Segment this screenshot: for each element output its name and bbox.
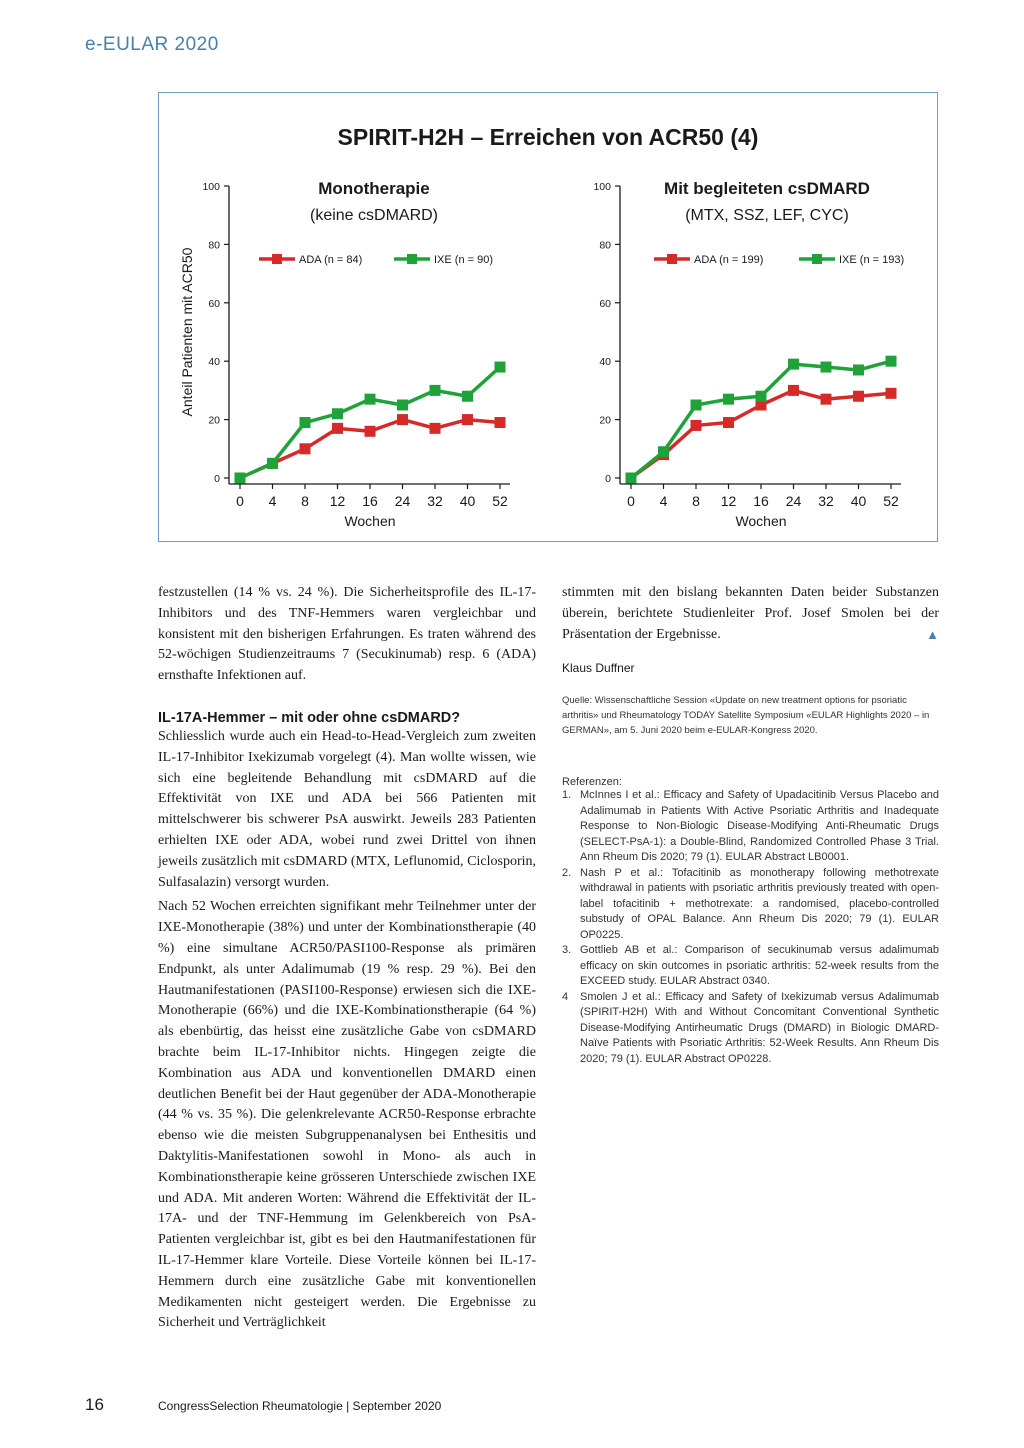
x-tick-label: 4 bbox=[659, 493, 668, 509]
x-axis-label: Wochen bbox=[735, 513, 787, 529]
data-point bbox=[267, 458, 278, 469]
reference-item bbox=[562, 866, 939, 944]
x-tick-label: 16 bbox=[753, 493, 769, 509]
y-tick-label: 80 bbox=[599, 239, 611, 252]
legend-label: ADA (n = 84) bbox=[299, 254, 363, 266]
y-tick-label: 60 bbox=[599, 297, 611, 310]
y-tick-label: 0 bbox=[605, 473, 611, 485]
paragraph-text: stimmten mit den bislang bekannten Daten beider Substanzen überein, berichtete Studienleiter Prof. Josef Smolen bei der Präsentation der Ergebnisse. bbox=[562, 585, 939, 642]
reference-number: 4 bbox=[562, 990, 569, 1003]
chart-subtitle: (keine csDMARD) bbox=[309, 207, 439, 224]
x-tick-label: 52 bbox=[492, 493, 508, 509]
data-point bbox=[300, 417, 311, 428]
data-point bbox=[658, 446, 669, 457]
y-tick-label: 20 bbox=[208, 414, 220, 427]
running-header: e-EULAR 2020 bbox=[85, 34, 219, 55]
reference-text: Nash P et al.: Tofacitinib as monotherapy following methotrexate withdrawal in patients with psoriatic arthritis previously treated with open-label tofacitinib + methotrexate: a randomised, placebo-controlled substudy of OPAL Balance. Ann Rheum Dis 2020; 79 (1). EULAR OP0225. bbox=[580, 866, 939, 941]
data-point bbox=[430, 385, 441, 396]
data-point bbox=[821, 394, 832, 405]
data-point bbox=[235, 473, 246, 484]
y-tick-label: 100 bbox=[593, 181, 611, 193]
page-number: 16 bbox=[85, 1395, 104, 1414]
data-point bbox=[886, 388, 897, 399]
data-point bbox=[495, 362, 506, 373]
x-tick-label: 8 bbox=[301, 493, 309, 509]
legend-label: IXE (n = 90) bbox=[434, 254, 494, 266]
y-tick-label: 60 bbox=[208, 297, 220, 310]
chart-subtitle: (MTX, SSZ, LEF, CYC) bbox=[685, 207, 849, 224]
figure bbox=[158, 92, 938, 542]
data-point bbox=[723, 394, 734, 405]
y-tick-label: 20 bbox=[599, 414, 611, 427]
data-point bbox=[365, 394, 376, 405]
data-point bbox=[691, 400, 702, 411]
reference-text: McInnes I et al.: Efficacy and Safety of Upadacitinib Versus Placebo and Adalimumab in Patients With Active Psoriatic Arthritis and Inadequate Response to Non-Biologic Disease-Modifying Anti-Rheumatic Drugs (SELECT-PsA-1): a Double-Blind, Randomized Controlled Phase 3 Trial. Ann Rheum Dis 2020; 79 (1). EULAR Abstract LB0001. bbox=[580, 789, 939, 864]
data-point bbox=[821, 362, 832, 373]
data-point bbox=[462, 391, 473, 402]
y-tick-label: 40 bbox=[599, 356, 611, 369]
legend-label: ADA (n = 199) bbox=[694, 254, 764, 266]
data-point bbox=[886, 356, 897, 367]
reference-number: 2. bbox=[562, 866, 572, 879]
chart-title: Monotherapie bbox=[318, 179, 430, 198]
reference-text: Gottlieb AB et al.: Comparison of secukinumab versus adalimumab efficacy on skin outcomes in psoriatic arthritis: 52-week results from the EXCEED study. EULAR Abstract 0340. bbox=[580, 944, 939, 988]
chart-title: Mit begleiteten csDMARD bbox=[664, 179, 870, 198]
data-point bbox=[332, 423, 343, 434]
x-tick-label: 0 bbox=[627, 493, 635, 509]
x-tick-label: 40 bbox=[850, 493, 867, 509]
x-tick-label: 52 bbox=[883, 493, 899, 509]
data-point bbox=[788, 359, 799, 370]
author-name: Klaus Duffner bbox=[562, 661, 635, 676]
y-tick-label: 100 bbox=[202, 181, 220, 193]
data-point bbox=[462, 414, 473, 425]
x-tick-label: 24 bbox=[394, 493, 411, 509]
data-point bbox=[332, 408, 343, 419]
legend-swatch-marker bbox=[812, 254, 822, 264]
x-tick-label: 40 bbox=[459, 493, 476, 509]
legend-swatch-marker bbox=[667, 254, 677, 264]
y-tick-label: 80 bbox=[208, 239, 220, 252]
y-tick-label: 40 bbox=[208, 356, 220, 369]
data-point bbox=[626, 473, 637, 484]
x-tick-label: 32 bbox=[818, 493, 834, 509]
x-tick-label: 8 bbox=[692, 493, 700, 509]
x-axis-label: Wochen bbox=[344, 513, 396, 529]
paragraph: Schliesslich wurde auch ein Head-to-Head-Vergleich zum zweiten IL-17-Inhibitor Ixekizumab vorgelegt (4). Man wollte wissen, wie sich eine begleitende Behandlung mit csDMARD auf die Effektivität von IXE und ADA bei 566 Patienten mit mittelschwerer bis schwerer PsA auswirkt. Jeweils 283 Patienten erhielten IXE oder ADA, wobei rund zwei Drittel von ihnen jeweils zusätzlich mit csDMARD (MTX, Leflunomid, Ciclosporin, Sulfasalazin) versorgt wurden. bbox=[158, 728, 536, 890]
data-point bbox=[723, 417, 734, 428]
data-point bbox=[397, 400, 408, 411]
section-heading: IL-17A-Hemmer – mit oder ohne csDMARD? bbox=[158, 709, 461, 726]
x-tick-label: 12 bbox=[720, 493, 737, 509]
data-point bbox=[853, 391, 864, 402]
reference-item bbox=[562, 943, 939, 990]
reference-text: Smolen J et al.: Efficacy and Safety of Ixekizumab versus Adalimumab (SPIRIT-H2H) With and Without Concomitant Conventional Synthetic Disease-Modifying Antirheumatic Drugs (DMARD) in Biologic DMARD-Naïve Patients with Psoriatic Arthritis: 52-Week Results. Ann Rheum Dis 2020; 79 (1). EULAR Abstract OP0228. bbox=[580, 990, 939, 1065]
paragraph: Nach 52 Wochen erreichten signifikant mehr Teilnehmer unter der IXE-Monotherapie (38%) und unter der Kombinationstherapie (40 %) eine simultane ACR50/PASI100-Response als primären Endpunkt, als unter Adalimumab (19 % resp. 29 %). Bei den Hautmanifestationen (PASI100-Response) erwiesen sich die IXE-Monotherapie (66%) und die IXE-Kombinationstherapie (64 %) als ebenbürtig, das heisst eine zusätzliche Gabe von csDMARD brachte beim IL-17-Inhibitor nichts. Hingegen zeigte die Kombination aus ADA und konventionellen DMARD einen deutlichen Benefit bei der Haut gegenüber der ADA-Monotherapie (44 % vs. 35 %). Die gelenkrelevante ACR50-Response erbrachte ebenso wie die meisten Subgruppenanalysen bei Enthesitis und Daktylitis-Manifestationen sowohl in Mono- als auch in Kombinationstherapie keine grösseren Unterschiede zwischen IXE und ADA. Mit anderen Worten: Während die Effektivität der IL-17A- und der TNF-Hemmung im Gelenkbereich von PsA-Patienten vergleichbar ist, gibt es bei den Hautmanifestationen für IL-17-Hemmer klare Vorteile. Diese Vorteile können bei IL-17-Hemmern durch eine zusätzliche Gabe mit konventionellen Medikamenten nicht gesteigert werden. Die Ergebnisse zu Sicherheit und Verträglichkeit bbox=[158, 899, 536, 1331]
y-tick-label: 0 bbox=[214, 473, 220, 485]
references-list bbox=[562, 788, 939, 1067]
data-point bbox=[430, 423, 441, 434]
data-point bbox=[853, 364, 864, 375]
x-tick-label: 4 bbox=[268, 493, 277, 509]
data-point bbox=[495, 417, 506, 428]
right-column bbox=[562, 583, 939, 1067]
figure-title: SPIRIT-H2H – Erreichen von ACR50 (4) bbox=[337, 124, 759, 150]
reference-item bbox=[562, 990, 939, 1068]
x-tick-label: 24 bbox=[785, 493, 802, 509]
x-tick-label: 16 bbox=[362, 493, 378, 509]
publication-footer: CongressSelection Rheumatologie | September 2020 bbox=[158, 1399, 442, 1413]
reference-item bbox=[562, 788, 939, 866]
data-point bbox=[397, 414, 408, 425]
x-tick-label: 32 bbox=[427, 493, 443, 509]
references-heading: Referenzen: bbox=[562, 776, 622, 789]
y-axis-label: Anteil Patienten mit ACR50 bbox=[179, 247, 195, 417]
source-note: Quelle: Wissenschaftliche Session «Update on new treatment options for psoriatic arthritis» und Rheumatology TODAY Satellite Symposium «EULAR Highlights 2020 – in GERMAN», am 5. Juni 2020 beim e-EULAR-Kongress 2020. bbox=[562, 695, 930, 737]
data-point bbox=[788, 385, 799, 396]
end-mark-icon: ▲ bbox=[926, 626, 939, 642]
legend-swatch-marker bbox=[272, 254, 282, 264]
data-point bbox=[365, 426, 376, 437]
x-tick-label: 0 bbox=[236, 493, 244, 509]
series-line bbox=[631, 361, 891, 478]
x-tick-label: 12 bbox=[329, 493, 346, 509]
reference-number: 3. bbox=[562, 944, 572, 957]
paragraph: festzustellen (14 % vs. 24 %). Die Sicherheitsprofile des IL-17-Inhibitors und des TNF-Hemmers waren vergleichbar und konsistent mit den bisherigen Erfahrungen. Es traten während des 52-wöchigen Studienzeitraums 7 (Secukinumab) resp. 6 (ADA) ernsthafte Infektionen auf. bbox=[158, 585, 536, 684]
data-point bbox=[300, 443, 311, 454]
paragraph bbox=[562, 583, 939, 645]
reference-number: 1. bbox=[562, 789, 572, 802]
chart-figure bbox=[159, 93, 937, 541]
data-point bbox=[756, 391, 767, 402]
left-column bbox=[158, 583, 536, 1334]
data-point bbox=[691, 420, 702, 431]
legend-swatch-marker bbox=[407, 254, 417, 264]
legend-label: IXE (n = 193) bbox=[839, 254, 905, 266]
